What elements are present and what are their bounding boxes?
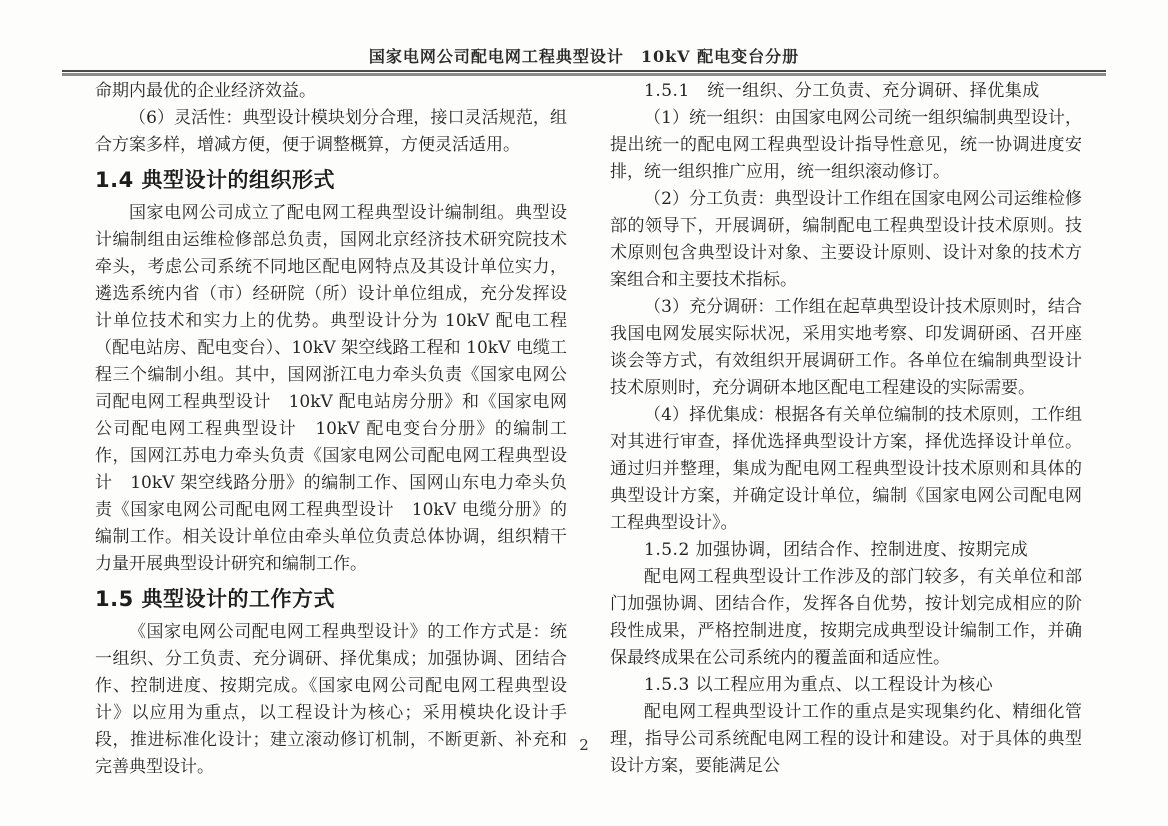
header-rule-thin-line [62,70,1106,72]
header-rule-thick-line [62,73,1106,76]
paragraph-coordination: 配电网工程典型设计工作涉及的部门较多，有关单位和部门加强协调、团结合作，发挥各自优势，按计划完成相应的阶段性成果，严格控制进度，按期完成典型设计编制工作，并确保最终成果在公司系统内的覆盖面和适应性。 [610,567,1082,668]
section-heading-1-5: 1.5 典型设计的工作方式 [95,587,336,611]
right-column [610,78,1082,780]
paragraph-engineering-focus: 配电网工程典型设计工作的重点是实现集约化、精细化管理，指导公司系统配电网工程的设计和建设。对于具体的典型设计方案，要能满足公 [610,702,1082,776]
section-heading-1-4: 1.4 典型设计的组织形式 [95,168,336,192]
page-number: 2 [579,736,589,754]
paragraph-work-method: 《国家电网公司配电网工程典型设计》的工作方式是：统一组织、分工负责、充分调研、择优集成；加强协调、团结合作、控制进度、按期完成。《国家电网公司配电网工程典型设计》以应用为重点，以工程设计为核心；采用模块化设计手段，推进标准化设计；建立滚动修订机制，不断更新、补充和完善典型设计。 [95,622,567,777]
paragraph-optimal-integration: （4）择优集成：根据各有关单位编制的技术原则，工作组对其进行审查，择优选择典型设计方案，择优选择设计单位。通过归并整理，集成为配电网工程典型设计技术原则和具体的典型设计方案，并确定设计单位，编制《国家电网公司配电网工程典型设计》。 [610,405,1082,533]
paragraph-unified-organization: （1）统一组织：由国家电网公司统一组织编制典型设计，提出统一的配电网工程典型设计指导性意见，统一协调进度安排，统一组织推广应用，统一组织滚动修订。 [610,108,1082,182]
header-rule [62,70,1106,76]
subsection-heading-1-5-1: 1.5.1 统一组织、分工负责、充分调研、择优集成 [644,81,1040,101]
subsection-heading-1-5-3: 1.5.3 以工程应用为重点、以工程设计为核心 [644,675,994,695]
paragraph-division-of-work: （2）分工负责：典型设计工作组在国家电网公司运维检修部的领导下，开展调研，编制配电工程典型设计技术原则。技术原则包含典型设计对象、主要设计原则、设计对象的技术方案组合和主要技术指标。 [610,189,1082,290]
paragraph-full-research: （3）充分调研：工作组在起草典型设计技术原则时，结合我国电网发展实际状况，采用实地考察、印发调研函、召开座谈会等方式，有效组织开展调研工作。各单位在编制典型设计技术原则时，充分调研本地区配电工程建设的实际需要。 [610,297,1082,398]
paragraph-organization: 国家电网公司成立了配电网工程典型设计编制组。典型设计编制组由运维检修部总负责，国网北京经济技术研究院技术牵头，考虑公司系统不同地区配电网特点及其设计单位实力，遴选系统内省（市）经研院（所）设计单位组成，充分发挥设计单位技术和实力上的优势。典型设计分为 10kV 配电工程（配电站房、配电变台）、10kV 架空线路工程和 10kV 电缆工程三个编制小组。其中，国网浙江电力牵头负责《国家电网公司配电网工程典型设计 10kV 配电站房分册》和《国家电网公司配电网工程典型设计 10kV 配电变台分册》的编制工作，国网江苏电力牵头负责《国家电网公司配电网工程典型设计 10kV 架空线路分册》的编制工作、国网山东电力牵头负责《国家电网公司配电网工程典型设计 10kV 电缆分册》的编制工作。相关设计单位由牵头单位负责总体协调，组织精干力量开展典型设计研究和编制工作。 [95,203,567,574]
subsection-heading-1-5-2: 1.5.2 加强协调，团结合作、控制进度、按期完成 [644,540,1029,560]
running-header-title: 国家电网公司配电网工程典型设计 10kV 配电变台分册 [368,47,800,66]
left-column [95,78,567,781]
paragraph-flexibility: （6）灵活性：典型设计模块划分合理，接口灵活规范，组合方案多样，增减方便，便于调整概算，方便灵活适用。 [95,108,567,155]
paragraph-continuation: 命期内最优的企业经济效益。 [95,81,316,101]
